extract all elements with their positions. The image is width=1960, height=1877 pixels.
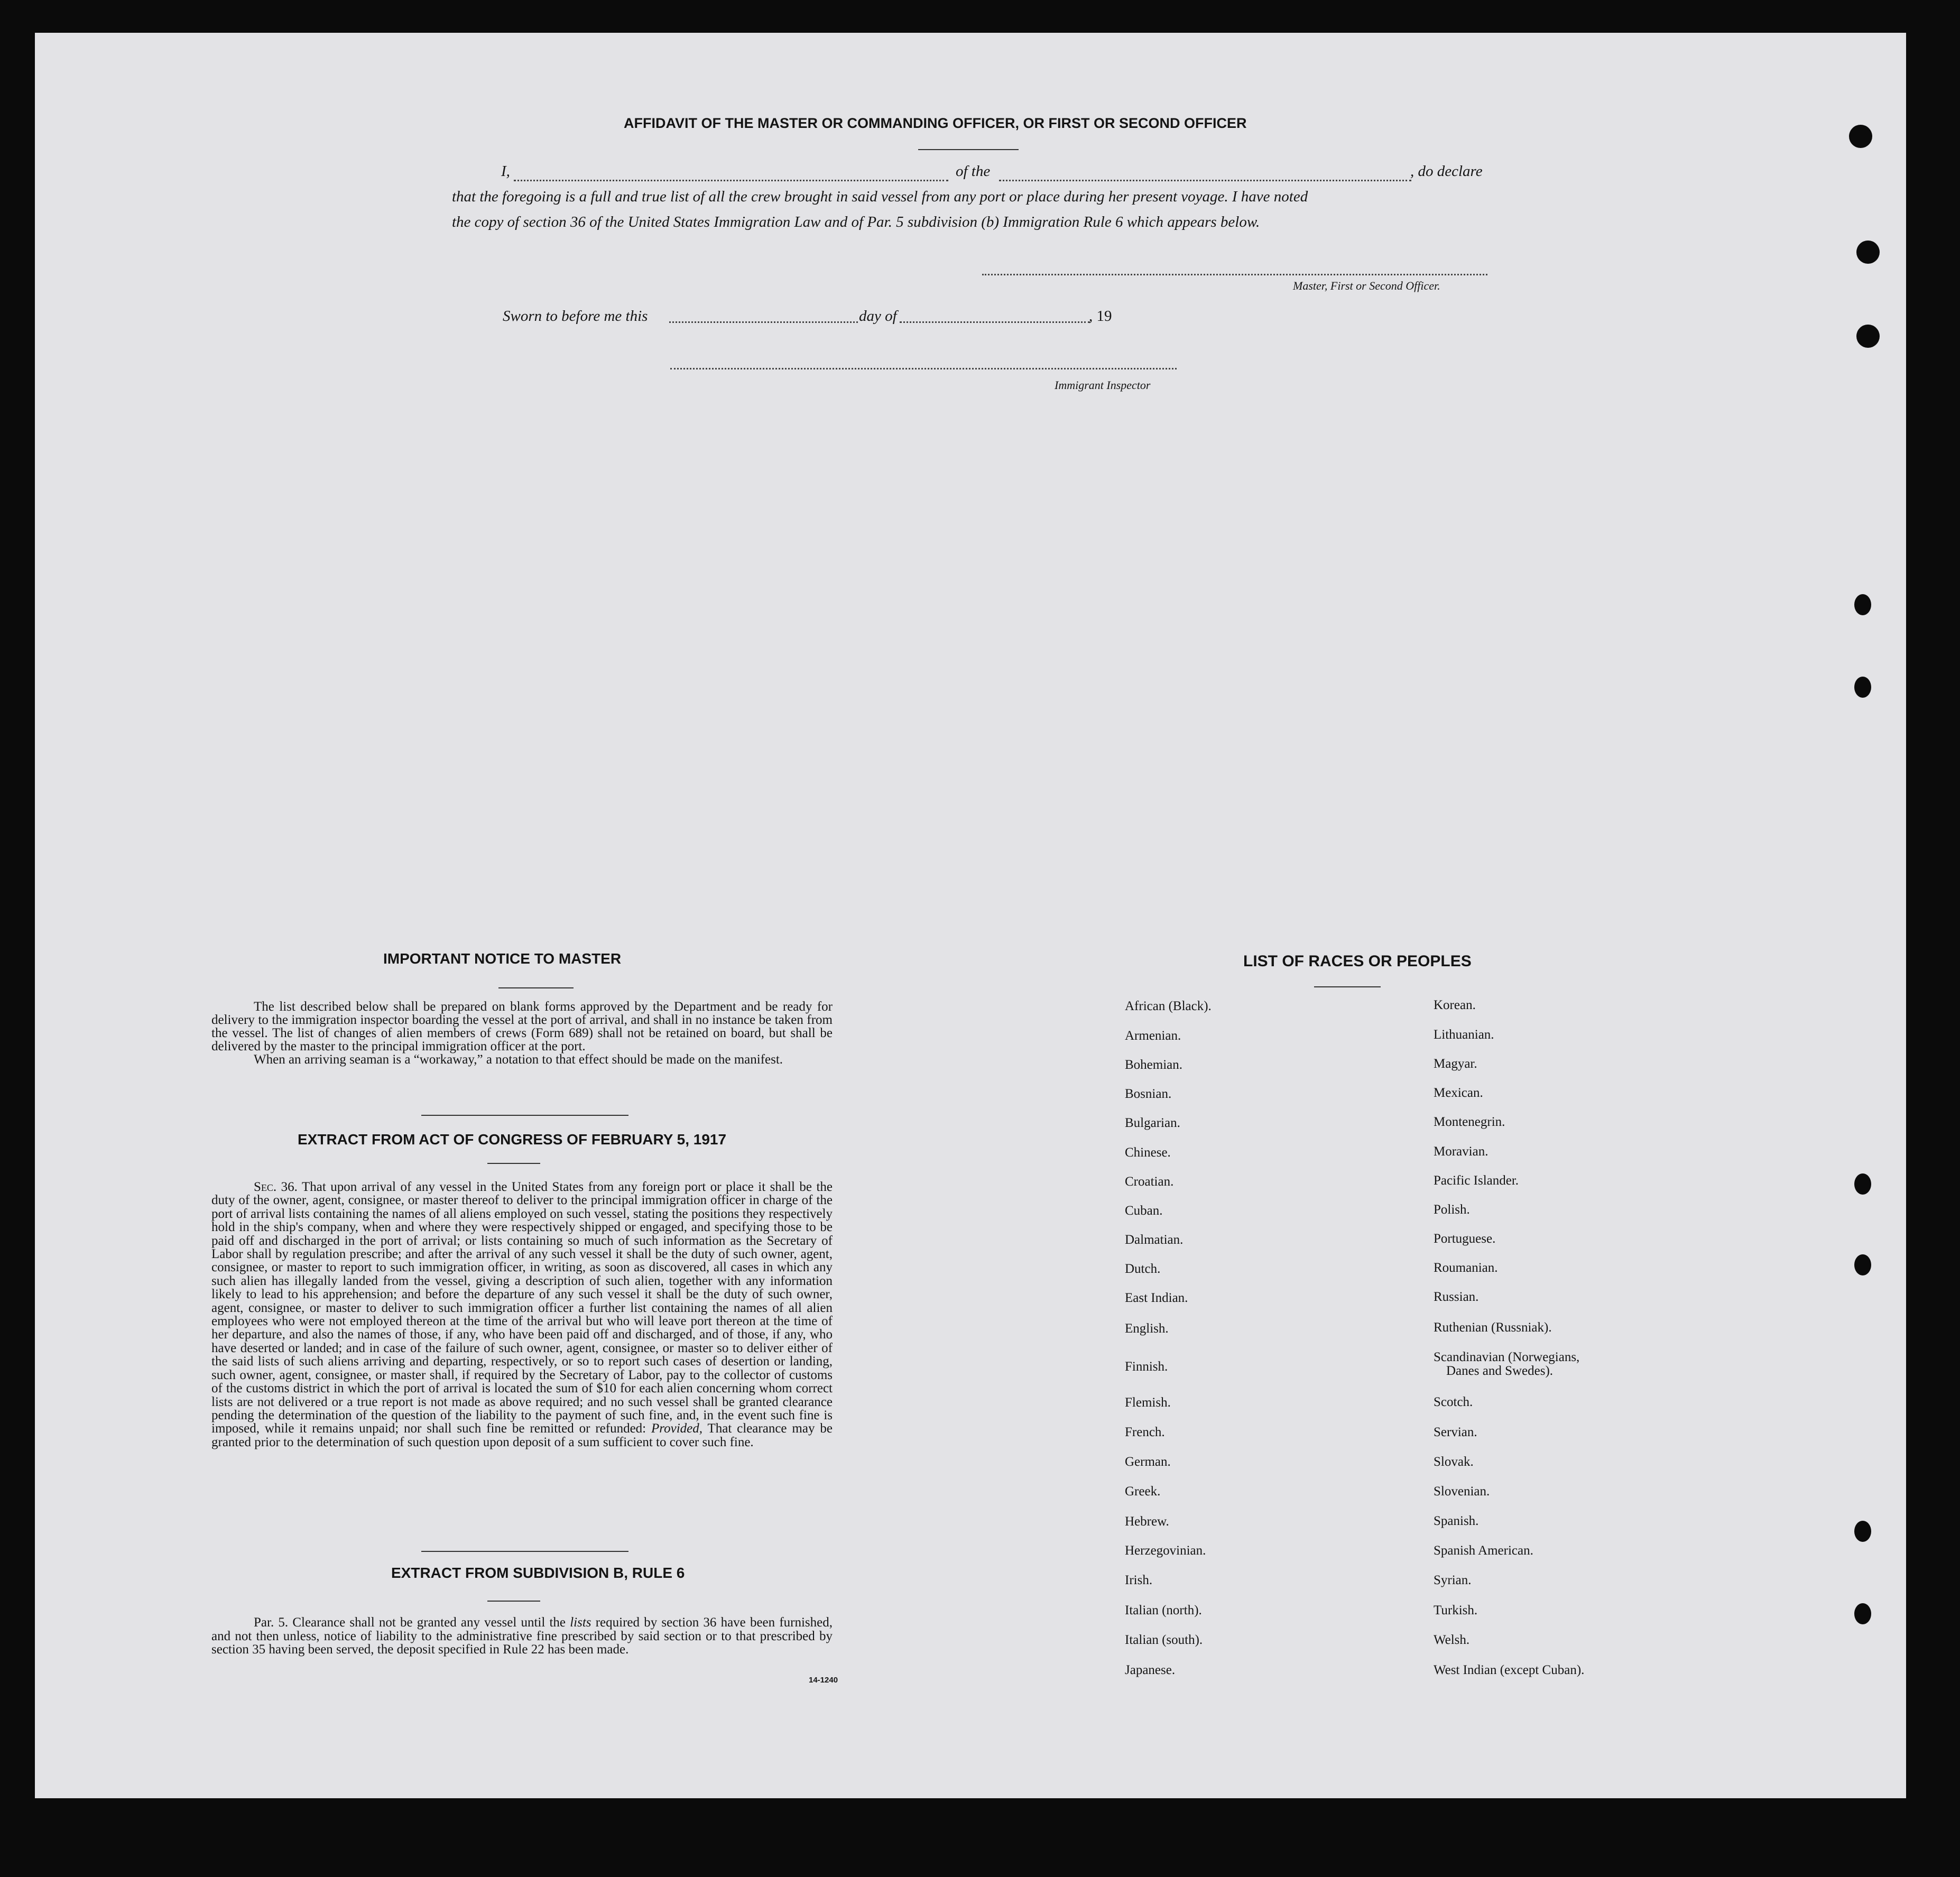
notice-paragraph: When an arriving seaman is a “workaway,” a notation to that effect should be made on the manifest. [254, 1052, 783, 1067]
punch-hole [1854, 1603, 1871, 1624]
race-item: Dutch. [1125, 1262, 1161, 1276]
title-underline [918, 149, 1019, 150]
race-item: Russian. [1434, 1290, 1479, 1304]
provided-text: That clearance may be granted prior to the determination of such question upon deposit of a sum sufficient to cover such fine. [211, 1421, 833, 1449]
extract-act-title: EXTRACT FROM ACT OF CONGRESS OF FEBRUARY 5, 1917 [298, 1131, 727, 1148]
race-item: Croatian. [1125, 1175, 1174, 1189]
affidavit-text-line2: that the foregoing is a full and true list of all the crew brought in said vessel from any port or place during her present voyage. I have noted [452, 188, 1308, 205]
race-item: English. [1125, 1321, 1169, 1336]
notice-title: IMPORTANT NOTICE TO MASTER [383, 950, 622, 967]
race-item: Turkish. [1434, 1603, 1478, 1617]
par5-text-a: Par. 5. Clearance shall not be granted any vessel until the [254, 1615, 566, 1630]
races-title: LIST OF RACES OR PEOPLES [1243, 953, 1472, 970]
section-36-text [211, 1180, 833, 1449]
race-item: Danes and Swedes). [1446, 1364, 1554, 1378]
par5-lists-word: lists [570, 1615, 591, 1630]
race-item: Dalmatian. [1125, 1233, 1184, 1247]
race-item: Japanese. [1125, 1663, 1176, 1677]
section-divider [421, 1551, 628, 1552]
punch-hole [1854, 1173, 1871, 1195]
punch-hole [1854, 1521, 1871, 1542]
officer-signature-field[interactable] [982, 274, 1487, 275]
race-item: Greek. [1125, 1484, 1161, 1499]
race-item: Chinese. [1125, 1145, 1171, 1160]
race-item: Spanish American. [1434, 1543, 1533, 1558]
race-item: Ruthenian (Russniak). [1434, 1320, 1552, 1335]
affidavit-text-line3: the copy of section 36 of the United States Immigration Law and of Par. 5 subdivision (b) Immigration Rule 6 which appears below. [452, 214, 1260, 230]
race-item: Herzegovinian. [1125, 1543, 1206, 1558]
sworn-day-field[interactable] [669, 321, 858, 323]
race-item: Finnish. [1125, 1360, 1168, 1374]
race-item: African (Black). [1125, 999, 1212, 1013]
race-item: Spanish. [1434, 1514, 1479, 1528]
race-item: Magyar. [1434, 1057, 1477, 1071]
race-item: Mexican. [1434, 1086, 1483, 1100]
notice-paragraph: The list described below shall be prepared on blank forms approved by the Department and be ready for delivery to the immigration inspector boarding the vessel at the port of arrival, and shall in no instance be taken from the vessel. The list of changes of alien members of crews (Form 689) shall not be retained on board, but shall be delivered by the master to the principal immigration officer at the port. [211, 1000, 833, 1053]
race-item: Polish. [1434, 1203, 1470, 1217]
races-underline [1314, 986, 1381, 987]
notice-body [211, 1000, 833, 1066]
sworn-year-label: , 19 [1089, 308, 1112, 325]
punch-hole [1849, 125, 1872, 148]
punch-hole [1854, 594, 1871, 615]
race-item: Moravian. [1434, 1144, 1489, 1159]
punch-hole [1854, 677, 1871, 698]
vessel-name-field[interactable] [999, 180, 1411, 181]
par5-text-b: required by section 36 have been furnished, and not then unless, notice of liability to the administrative fine prescribed by said section or to that prescribed by section 35 having been served, the deposit specified in Rule 22 has been made. [211, 1615, 833, 1657]
race-item: Scotch. [1434, 1395, 1473, 1409]
paragraph-5-text [211, 1616, 833, 1657]
race-item: French. [1125, 1425, 1165, 1439]
section-divider [421, 1115, 628, 1116]
affidavit-vessel-label: of the [956, 163, 991, 180]
race-item: Irish. [1125, 1573, 1153, 1587]
section-label: Sec. 36. [254, 1180, 298, 1194]
extract-underline [487, 1163, 540, 1164]
race-item: Italian (north). [1125, 1603, 1202, 1617]
race-item: Scandinavian (Norwegians, [1434, 1350, 1580, 1364]
sworn-day-of-label: day of [859, 308, 897, 325]
punch-hole [1856, 325, 1880, 348]
declarant-name-field[interactable] [514, 180, 948, 181]
notice-underline [498, 987, 574, 988]
race-item: Hebrew. [1125, 1514, 1169, 1529]
race-item: Bulgarian. [1125, 1116, 1180, 1130]
affidavit-declare-text: , do declare [1410, 163, 1483, 180]
race-item: Welsh. [1434, 1633, 1470, 1647]
race-item: Slovak. [1434, 1455, 1474, 1469]
race-item: Lithuanian. [1434, 1028, 1494, 1042]
race-item: German. [1125, 1455, 1171, 1469]
form-number: 14-1240 [809, 1676, 838, 1685]
race-item: East Indian. [1125, 1291, 1188, 1305]
officer-signature-label: Master, First or Second Officer. [1293, 279, 1440, 292]
race-item: Bosnian. [1125, 1087, 1172, 1101]
sworn-label: Sworn to before me this [503, 308, 648, 325]
punch-hole [1854, 1254, 1871, 1275]
punch-hole [1856, 241, 1880, 264]
extract-underline [487, 1601, 540, 1602]
inspector-signature-field[interactable] [670, 368, 1177, 369]
sworn-month-field[interactable] [900, 321, 1090, 323]
race-item: Slovenian. [1434, 1484, 1490, 1499]
race-item: Italian (south). [1125, 1633, 1203, 1647]
inspector-signature-label: Immigrant Inspector [1055, 378, 1151, 392]
race-item: Syrian. [1434, 1573, 1472, 1587]
race-item: Armenian. [1125, 1029, 1181, 1043]
race-item: Cuban. [1125, 1204, 1163, 1218]
section-body: That upon arrival of any vessel in the United States from any foreign port or place it shall be the duty of the owner, agent, consignee, or master thereof to deliver to the principal immigration officer in charge of the port of arrival lists containing the names of all aliens employed on such vessel, stating the positions they respectively hold in the ship's company, when and where they were respectively shipped or engaged, and specifying those to be paid off and discharged in the port of arrival; or lists containing so much of such information as the Secretary of Labor shall by regulation prescribe; and after the arrival of any such vessel it shall be the duty of such owner, agent, consignee, or master to report to such immigration officer, in writing, as soon as discovered, all cases in which any such alien has illegally landed from the vessel, giving a description of such alien, together with any information likely to lead to his apprehension; and before the departure of any such vessel it shall be the duty of such owner, agent, consignee, or master to deliver to such immigration officer a further list containing the names of all alien employees who were not employed thereon at the time of the arrival but who will leave port thereon at the time of her departure, and also the names of those, if any, who have been paid off and discharged, and of those, if any, who have deserted or landed; and in case of the failure of such owner, agent, consignee, or master so to deliver either of the said lists of such aliens arriving and departing, respectively, or so to report such cases of desertion or landing, such owner, agent, consignee, or master shall, if required by the Secretary of Labor, pay to the collector of customs of the customs district in which the port of arrival is located the sum of $10 for each alien concerning whom correct lists are not delivered or a true report is not made as above required; and no such vessel shall be granted clearance pending the determination of the question of the liability to the payment of such fine, and, in the event such fine is imposed, while it remains unpaid; nor shall such fine be remitted or refunded: [211, 1180, 833, 1436]
race-item: Roumanian. [1434, 1261, 1498, 1275]
race-item: Servian. [1434, 1425, 1477, 1439]
race-item: Flemish. [1125, 1395, 1171, 1410]
race-item: Korean. [1434, 998, 1476, 1012]
extract-rule-title: EXTRACT FROM SUBDIVISION B, RULE 6 [391, 1565, 685, 1581]
race-item: Portuguese. [1434, 1232, 1496, 1246]
race-item: West Indian (except Cuban). [1434, 1663, 1585, 1677]
affidavit-declarant-label: I, [501, 163, 510, 180]
affidavit-title: AFFIDAVIT OF THE MASTER OR COMMANDING OFFICER, OR FIRST OR SECOND OFFICER [624, 115, 1247, 131]
document-page [35, 33, 1906, 1798]
race-item: Pacific Islander. [1434, 1173, 1519, 1188]
race-item: Montenegrin. [1434, 1115, 1505, 1129]
race-item: Bohemian. [1125, 1058, 1183, 1072]
provided-label: Provided, [651, 1421, 702, 1436]
